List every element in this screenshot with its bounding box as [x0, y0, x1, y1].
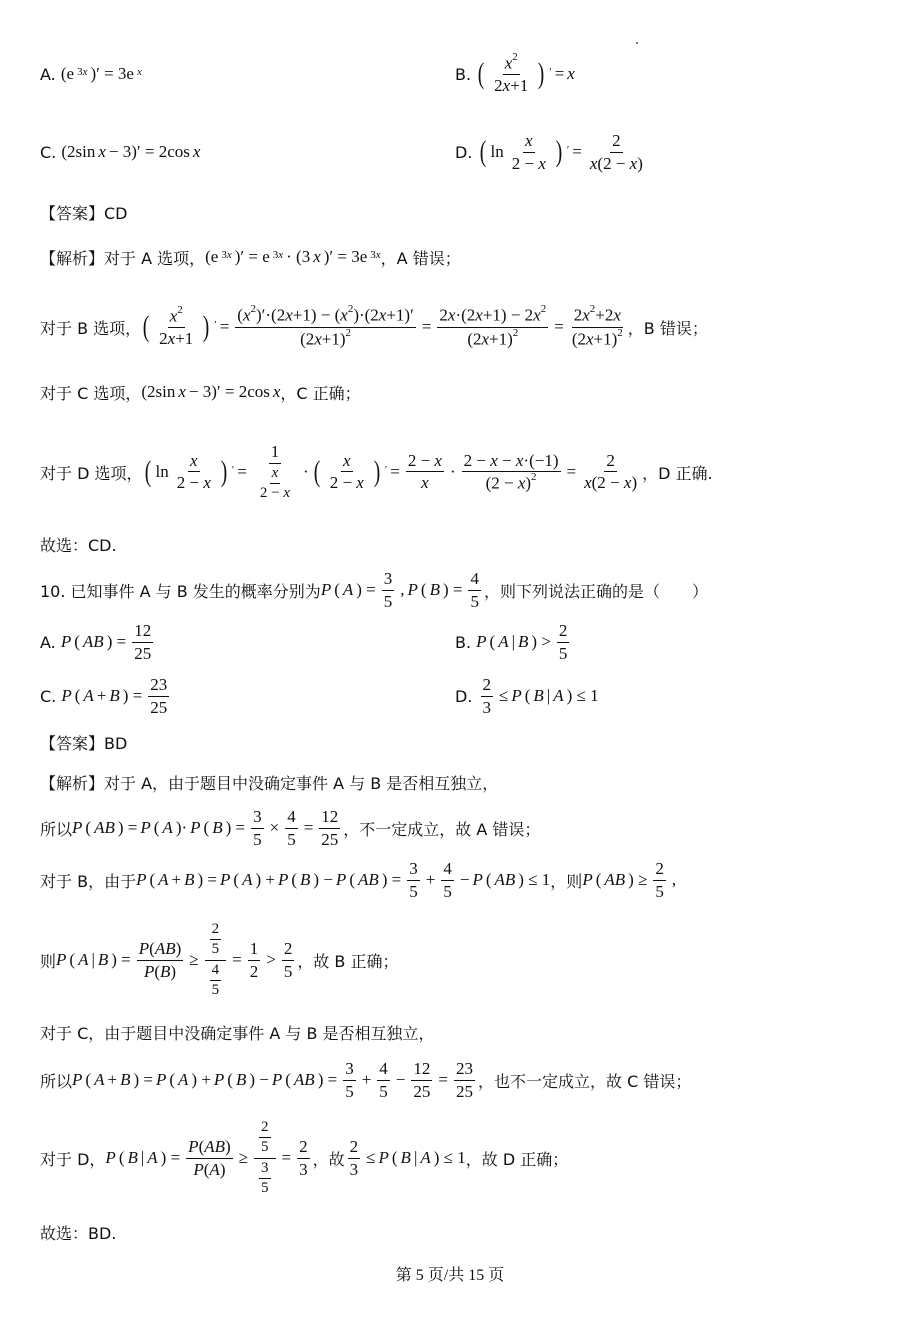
option-label: C.	[40, 142, 57, 162]
q10-stem	[40, 560, 708, 620]
analysis-text: 【解析】对于 A 选项，	[40, 248, 206, 268]
option-label: C.	[40, 686, 57, 706]
q9-analysis-b	[40, 292, 708, 362]
analysis-text: ，故	[312, 1149, 345, 1169]
analysis-3-result: P ( AB ) ≥ $\frac{2}{5}$ ,	[582, 858, 677, 901]
q10-option-a	[40, 612, 156, 672]
option-label: A.	[40, 64, 56, 84]
q10-stem-expr: P ( A ) = $\frac{3}{5}$ , P ( B ) = $\frac{4}{5}$	[320, 568, 479, 611]
q10-option-d	[455, 666, 599, 726]
q10-analysis-5	[40, 1018, 435, 1046]
q10-option-c-expr: P ( A + B ) = $\frac{23}{25}$	[61, 674, 168, 717]
answer-text: 【答案】CD	[40, 203, 128, 223]
analysis-text: 对于 B 选项，	[40, 318, 142, 338]
q10-analysis-4	[40, 912, 398, 1008]
q9-analysis-c	[40, 378, 361, 406]
q10-analysis-6	[40, 1050, 691, 1110]
page-footer: 第 5 页/共 15 页	[395, 1267, 505, 1284]
q10-option-c	[40, 666, 172, 726]
q9-option-d-expr: ( ln $\frac{x}{2 - x}$ ) ′ = $\frac{2}{x(2 - x)}$	[479, 130, 643, 173]
q9-answer	[40, 198, 128, 226]
option-label: B.	[455, 632, 472, 652]
q9-analysis-a	[40, 243, 461, 271]
analysis-text: 所以	[40, 819, 73, 839]
q10-option-b-expr: P ( A | B ) > $\frac{2}{5}$	[476, 620, 568, 663]
analysis-b-expr: ( $\frac{x^2}{2x+1}$ ) ′ = $\frac{(x^2)'\cdot(2x+1) - (x^2)\cdot(2x+1)'}{(2x+1)^2}$ = $\frac{2x\cdot(2x+1) - 2x^2}{(2x+1)^2}$ = $\frac{2x^2+2x}{(2x+1)^2}$	[142, 303, 623, 349]
q9-option-b	[455, 44, 575, 104]
q9-analysis-d	[40, 430, 713, 514]
q9-choice	[40, 530, 117, 558]
analysis-d-expr: ( ln $\frac{x}{2 - x}$ ) ′ = $\frac{1}{\frac{x}{2 - x}}$ · ( $\frac{x}{2 - x}$ ) ′ = $\frac{2 - x}{x}$ · $\frac{2 - x - x\cdot(-1)}{(2 - x)^2}$ = $\frac{2}{x(2 - x)}$	[144, 441, 638, 501]
analysis-text: 所以	[40, 1071, 73, 1091]
q9-option-b-expr: ( $\frac{x^2}{2x+1}$ ) ′ = x	[477, 50, 575, 95]
q10-analysis-2	[40, 798, 540, 858]
answer-text: 【答案】BD	[40, 733, 128, 753]
q10-choice	[40, 1218, 116, 1246]
q9-option-c-expr: (2sin x − 3)′ = 2cos x	[61, 142, 201, 161]
q10-option-b	[455, 612, 572, 672]
q10-answer	[40, 728, 127, 756]
q10-analysis-3	[40, 850, 676, 910]
choice-text: 故选：BD.	[40, 1223, 117, 1243]
stem-text: ，则下列说法正确的是（ ）	[483, 581, 708, 601]
q10-option-d-expr: $\frac{2}{3}$ ≤ P ( B | A ) ≤ 1	[482, 674, 599, 717]
analysis-text: ，不一定成立，故 A 错误；	[343, 819, 541, 839]
analysis-text: 则	[40, 951, 57, 971]
analysis-text: ，A 错误；	[380, 248, 461, 268]
analysis-text: 对于 C 选项，	[40, 383, 142, 403]
analysis-c-expr: (2sin x − 3)′ = 2cos x	[141, 382, 281, 401]
option-label: D.	[455, 686, 473, 706]
analysis-7-expr: P ( B | A ) = $\frac{P(AB)}{P(A)}$ ≥ $\frac{\frac{2}{5}}{\frac{3}{5}}$ = $\frac{2}{3}$	[105, 1119, 308, 1196]
q9-option-d	[455, 122, 648, 182]
analysis-3-expr: P ( A + B ) = P ( A ) + P ( B ) − P ( AB ) = $\frac{3}{5}$ + $\frac{4}{5}$ − P ( AB ) ≤ 1	[136, 858, 551, 901]
q9-option-c	[40, 122, 200, 182]
q9-option-b-rhs: x	[567, 64, 575, 83]
analysis-4-expr: P ( A | B ) = $\frac{P(AB)}{P(B)}$ ≥ $\frac{\frac{2}{5}}{\frac{4}{5}}$ = $\frac{1}{2}$ > $\frac{2}{5}$	[56, 921, 293, 998]
analysis-text: ，则	[550, 871, 583, 891]
analysis-text: ，C 正确；	[280, 383, 361, 403]
analysis-text: ，B 错误；	[627, 318, 708, 338]
analysis-text: ，D 正确.	[642, 463, 713, 483]
scan-speck	[636, 42, 638, 44]
analysis-text: 对于 B，由于	[40, 871, 137, 891]
analysis-6-expr: P ( A + B ) = P ( A ) + P ( B ) − P ( AB ) = $\frac{3}{5}$ + $\frac{4}{5}$ − $\frac{12}{25}$ = $\frac{23}{25}$	[72, 1058, 473, 1101]
analysis-text: ，也不一定成立，故 C 错误；	[477, 1071, 692, 1091]
analysis-text: 对于 D，	[40, 1149, 106, 1169]
stem-text: 10. 已知事件 A 与 B 发生的概率分别为	[40, 581, 321, 601]
choice-text: 故选：CD.	[40, 535, 117, 555]
analysis-text: ，故 D 正确；	[465, 1149, 569, 1169]
q9-option-a	[40, 44, 142, 104]
option-label: A.	[40, 632, 56, 652]
analysis-text: 对于 D 选项，	[40, 463, 143, 483]
option-label: B.	[455, 64, 472, 84]
q9-option-a-expr: (e $^{3x}$ )′ = 3e $^x$	[60, 64, 142, 83]
q10-analysis-1	[40, 768, 498, 796]
q9-option-d-num: 2	[610, 131, 623, 153]
analysis-a-expr: (e $^{3x}$ )′ = e $^{3x}$ · (3 x )′ = 3e $^{3x}$	[205, 247, 381, 266]
q10-analysis-7	[40, 1110, 568, 1206]
analysis-2-expr: P ( AB ) = P ( A )· P ( B ) = $\frac{3}{5}$ × $\frac{4}{5}$ = $\frac{12}{25}$	[72, 806, 339, 849]
analysis-text: 【解析】对于 A，由于题目中没确定事件 A 与 B 是否相互独立，	[40, 773, 499, 793]
analysis-text: ，故 B 正确；	[297, 951, 399, 971]
analysis-text: 对于 C，由于题目中没确定事件 A 与 B 是否相互独立，	[40, 1023, 435, 1043]
analysis-7-result: $\frac{2}{3}$ ≤ P ( B | A ) ≤ 1	[349, 1136, 466, 1179]
option-label: D.	[455, 142, 473, 162]
q10-option-a-expr: P ( AB ) = $\frac{12}{25}$	[60, 620, 152, 663]
